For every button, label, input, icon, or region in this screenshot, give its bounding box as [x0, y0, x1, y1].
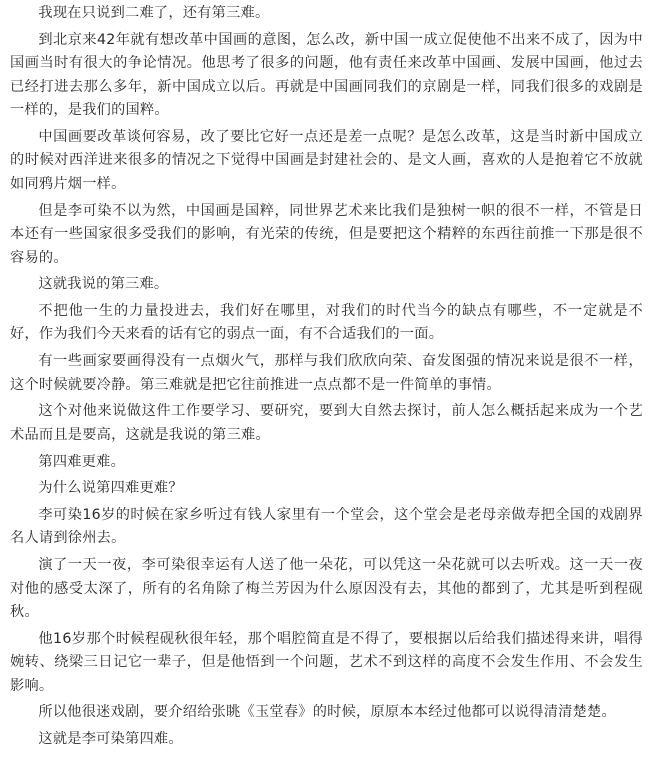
paragraph: 但是李可染不以为然，中国画是国粹，同世界艺术来比我们是独树一帜的很不一样，不管是日本还有一些国家很多受我们的影响，有光荣的传统，但是要把这个精粹的东西往前推一下那是很不容易的。	[10, 202, 643, 266]
paragraph: 李可染16岁的时候在家乡听过有钱人家里有一个堂会，这个堂会是老母亲做寿把全国的戏剧界名人请到徐州去。	[10, 506, 643, 547]
paragraph: 演了一天一夜，李可染很幸运有人送了他一朵花，可以凭这一朵花就可以去听戏。这一天一夜对他的感受太深了，所有的名角除了梅兰芳因为什么原因没有去，其他的都到了，尤其是听到程砚秋。	[10, 557, 643, 621]
paragraph: 中国画要改革谈何容易，改了要比它好一点还是差一点呢？是怎么改革，这是当时新中国成立的时候对西洋进来很多的情况之下觉得中国画是封建社会的、是文人画，喜欢的人是抱着它不放就如同鸦片烟一样。	[10, 128, 643, 192]
paragraph: 有一些画家要画得没有一点烟火气，那样与我们欣欣向荣、奋发图强的情况来说是很不一样，这个时候就要冷静。第三难就是把它往前推进一点点都不是一件简单的事情。	[10, 353, 643, 393]
paragraph: 这就我说的第三难。	[38, 276, 169, 293]
paragraph: 这就是李可染第四难。	[38, 731, 183, 748]
paragraph: 所以他很迷戏剧，要介绍给张眺《玉堂春》的时候，原原本本经过他都可以说得清清楚楚。	[38, 704, 616, 721]
paragraph: 第四难更难。	[38, 453, 126, 470]
paragraph: 为什么说第四难更难？	[38, 480, 183, 497]
paragraph: 到北京来42年就有想改革中国画的意图，怎么改，新中国一成立促使他不出来不成了，因为中国画当时有很大的争论情况。他思考了很多的问题，他有责任来改革中国画、发展中国画，他过去已经打进去那么多年，新中国成立以后。再就是中国画同我们的京剧是一样，同我们很多的戏剧是一样的，是我们的国粹。	[10, 31, 643, 119]
paragraph: 他16岁那个时候程砚秋很年轻，那个唱腔简直是不得了，要根据以后给我们描述得来讲，唱得婉转、绕梁三日记它一辈子，但是他悟到一个问题，艺术不到这样的高度不会发生作用、不会发生影响。	[10, 630, 643, 694]
paragraph: 我现在只说到二难了，还有第三难。	[38, 5, 270, 21]
paragraph: 不把他一生的力量投进去，我们好在哪里，对我们的时代当今的缺点有哪些，不一定就是不好，作为我们今天来看的话有它的弱点一面，有不合适我们的一面。	[10, 302, 643, 343]
paragraph: 这个对他来说做这件工作要学习、要研究，要到大自然去探讨，前人怎么概括起来成为一个艺术品而且是要高，这就是我说的第三难。	[10, 403, 643, 443]
